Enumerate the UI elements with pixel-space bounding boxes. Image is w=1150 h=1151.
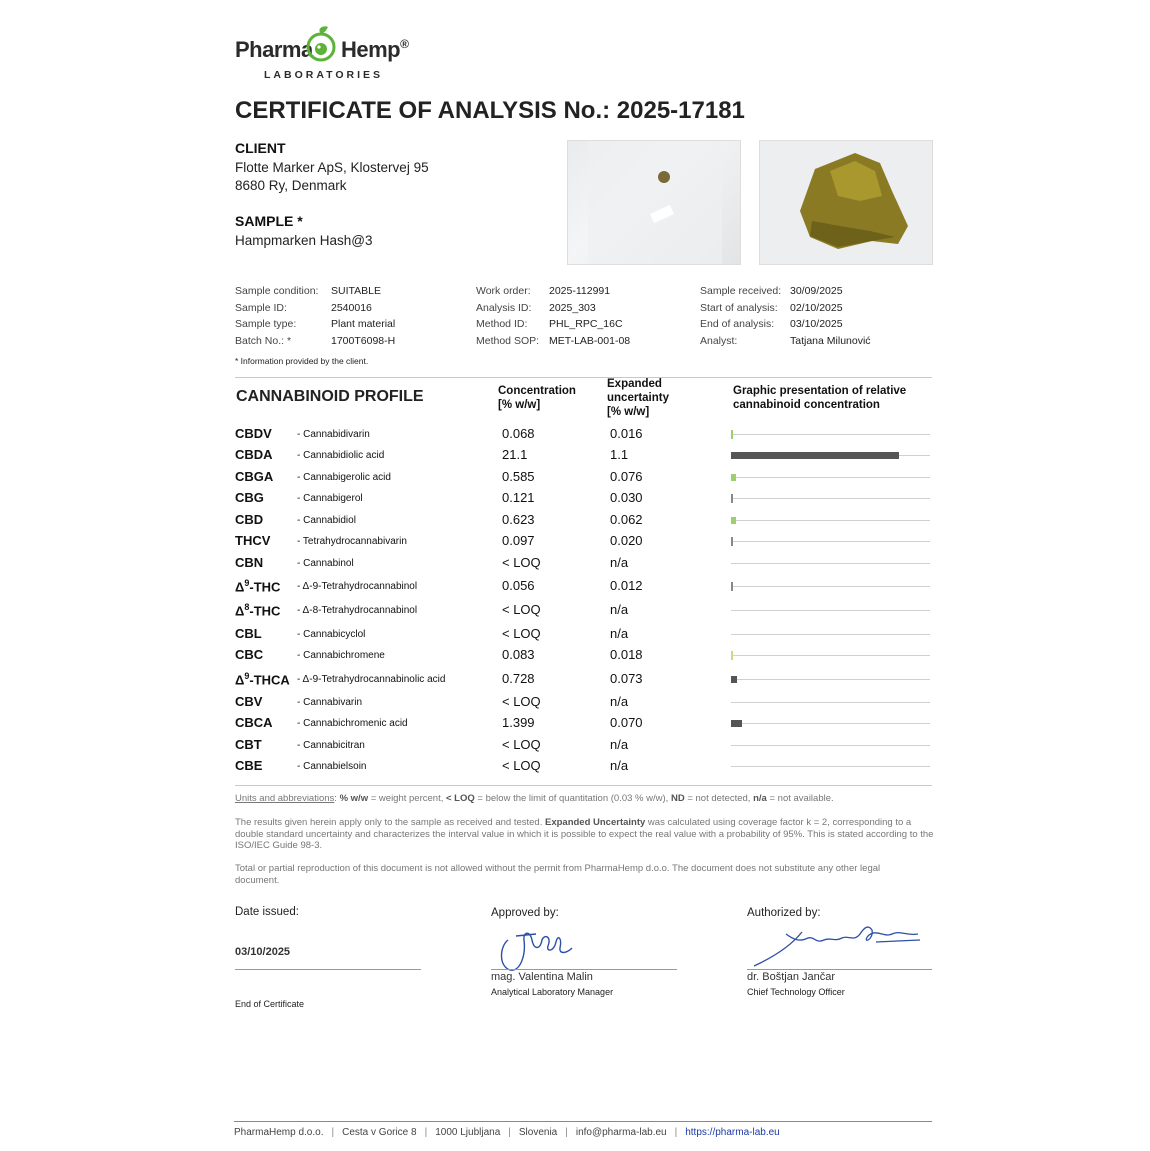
cannabinoid-name: - Δ-9-Tetrahydrocannabinol [297, 581, 418, 592]
cannabinoid-abbr: CBC [235, 647, 264, 662]
meta-key: Start of analysis: [700, 301, 778, 314]
meta-value: MET-LAB-001-08 [549, 334, 631, 347]
date-line [235, 969, 421, 970]
concentration-value: 0.585 [502, 469, 535, 484]
cannabinoid-name: - Δ-8-Tetrahydrocannabinol [297, 605, 418, 616]
client-address-line2: 8680 Ry, Denmark [235, 178, 347, 193]
end-of-certificate: End of Certificate [235, 999, 305, 1009]
graph-track [731, 520, 930, 521]
concentration-value: < LOQ [502, 758, 541, 773]
footer-country: Slovenia [518, 1127, 558, 1138]
meta-value: Tatjana Milunović [790, 334, 871, 347]
uncertainty-value: n/a [610, 758, 629, 773]
meta-key: Sample condition: [235, 285, 319, 297]
footer-company: PharmaHemp d.o.o. [234, 1127, 324, 1138]
cannabinoid-abbr: THCV [235, 533, 271, 548]
uncertainty-value: 0.012 [610, 578, 643, 593]
uncertainty-value: 0.076 [610, 469, 643, 484]
sample-name: Hampmarken Hash@3 [235, 233, 373, 248]
graph-track [731, 766, 930, 767]
uncertainty-header: Expanded uncertainty [% w/w] [607, 378, 669, 418]
meta-value: 30/09/2025 [790, 285, 843, 297]
uncertainty-value: 1.1 [610, 447, 629, 462]
uncertainty-value: 0.020 [610, 533, 643, 548]
profile-title: CANNABINOID PROFILE [236, 388, 424, 405]
graph-track [731, 498, 930, 499]
date-issued-label: Date issued: [235, 906, 299, 918]
cannabinoid-abbr: CBG [235, 490, 264, 505]
meta-value: 2540016 [331, 301, 372, 314]
graph-track [731, 679, 930, 680]
meta-key: Method SOP: [476, 334, 540, 347]
footer-website-link[interactable]: https://pharma-lab.eu [685, 1127, 780, 1138]
cannabinoid-abbr: $\Delta^9$-THC [235, 578, 281, 595]
cannabinoid-row [235, 737, 935, 758]
cannabinoid-abbr: CBD [235, 512, 264, 527]
concentration-value: < LOQ [502, 737, 541, 752]
brand-name-right: Hemp® [341, 37, 409, 62]
cannabinoid-name: - Cannabicyclol [297, 629, 366, 640]
uncertainty-value: 0.018 [610, 647, 643, 662]
concentration-value: 21.1 [502, 447, 528, 462]
meta-value: 2025_303 [549, 301, 596, 314]
footer-city: 1000 Ljubljana [435, 1127, 501, 1138]
concentration-bar [731, 452, 899, 459]
uncertainty-value: 0.070 [610, 715, 643, 730]
concentration-bar [731, 720, 742, 727]
cannabinoid-name: - Cannabidiolic acid [297, 450, 385, 461]
uncertainty-value: n/a [610, 626, 629, 641]
graph-track [731, 745, 930, 746]
approved-name: mag. Valentina Malin [491, 971, 593, 983]
cannabinoid-name: - Cannabicitran [297, 740, 365, 751]
meta-value: Plant material [331, 318, 396, 330]
leaf-flask-icon [304, 25, 338, 63]
authorized-by-label: Authorized by: [747, 907, 821, 919]
meta-value: 2025-112991 [549, 285, 611, 297]
graph-track [731, 541, 930, 542]
cannabinoid-abbr: CBL [235, 626, 262, 641]
meta-value: SUITABLE [331, 285, 381, 297]
client-label: CLIENT [235, 140, 286, 156]
concentration-value: 0.097 [502, 533, 535, 548]
cannabinoid-abbr: CBCA [235, 715, 273, 730]
concentration-value: < LOQ [502, 602, 541, 617]
uncertainty-value: n/a [610, 555, 629, 570]
concentration-value: < LOQ [502, 694, 541, 709]
meta-key: Analyst: [700, 334, 738, 347]
cannabinoid-name: - Cannabidivarin [297, 429, 370, 440]
meta-key: Sample type: [235, 318, 297, 330]
footer-divider [234, 1121, 932, 1122]
cannabinoid-row [235, 533, 935, 554]
authorizer-signature [750, 920, 925, 970]
cannabinoid-abbr: CBDA [235, 447, 273, 462]
brand-subtitle: LABORATORIES [264, 69, 384, 81]
cannabinoid-row [235, 694, 935, 715]
approved-by-label: Approved by: [491, 907, 559, 919]
sample-photo-hash [759, 140, 933, 265]
brand-logo [235, 25, 415, 81]
graph-track [731, 723, 930, 724]
cannabinoid-row [235, 626, 935, 647]
meta-column-1 [235, 285, 465, 351]
meta-key: Method ID: [476, 318, 528, 330]
cannabinoid-abbr: CBV [235, 694, 263, 709]
concentration-bar [731, 537, 733, 546]
meta-value: PHL_RPC_16C [549, 318, 623, 330]
uncertainty-value: 0.073 [610, 671, 643, 686]
meta-value: 1700T6098-H [331, 334, 396, 347]
sample-label: SAMPLE * [235, 213, 303, 229]
footer-street: Cesta v Gorice 8 [342, 1127, 417, 1138]
meta-key: End of analysis: [700, 318, 775, 330]
units-note: Units and abbreviations: % w/w = weight percent, < LOQ = below the limit of quantitation (0.03 % w/w), ND = not detected, n/a = not available. [235, 793, 834, 804]
graph-track [731, 610, 930, 611]
cannabinoid-name: - Cannabigerol [297, 493, 363, 504]
cannabinoid-abbr: $\Delta^9$-THCA [235, 671, 290, 688]
cannabinoid-name: - Cannabivarin [297, 697, 363, 708]
graph-track [731, 586, 930, 587]
cannabinoid-row [235, 602, 935, 623]
uncertainty-value: n/a [610, 694, 629, 709]
approved-line [491, 969, 677, 970]
cannabinoid-row [235, 512, 935, 533]
cannabinoid-abbr: CBGA [235, 469, 274, 484]
cannabinoid-name: - Δ-9-Tetrahydrocannabinolic acid [297, 674, 446, 685]
client-info-note: * Information provided by the client. [235, 356, 369, 366]
graph-track [731, 477, 930, 478]
cannabinoid-name: - Cannabielsoin [297, 761, 367, 772]
concentration-header: Concentration [% w/w] [498, 385, 576, 411]
meta-column-3 [700, 285, 935, 351]
reproduction-note: Total or partial reproduction of this document is not allowed without the permit from PharmaHemp d.o.o. The document does not substitute any other legal document. [235, 863, 881, 886]
meta-column-2 [476, 285, 686, 351]
cannabinoid-name: - Cannabichromenic acid [297, 718, 408, 729]
authorized-line [747, 969, 932, 970]
graph-track [731, 655, 930, 656]
cannabinoid-abbr: $\Delta^8$-THC [235, 602, 281, 619]
uncertainty-value: 0.030 [610, 490, 643, 505]
concentration-value: 0.728 [502, 671, 535, 686]
meta-value: 02/10/2025 [790, 301, 843, 314]
cannabinoid-row [235, 469, 935, 490]
authorized-name: dr. Boštjan Jančar [747, 971, 836, 983]
concentration-bar [731, 517, 736, 524]
cannabinoid-row [235, 671, 935, 692]
cannabinoid-abbr: CBN [235, 555, 264, 570]
uncertainty-value: n/a [610, 737, 629, 752]
concentration-value: < LOQ [502, 555, 541, 570]
concentration-bar [731, 430, 733, 439]
approved-role: Analytical Laboratory Manager [491, 987, 614, 997]
uncertainty-value: 0.016 [610, 426, 643, 441]
cannabinoid-row [235, 647, 935, 668]
concentration-value: 0.623 [502, 512, 535, 527]
results-note: The results given herein apply only to the sample as received and tested. Expanded Uncertainty was calculated using coverage factor k = 2, corresponding to a double standard uncertainty and characterizes the interval value in which it is possible to expect the real value with a probability of 95%. This is stated according to the ISO/IEC Guide 98-3. [235, 817, 934, 851]
graph-track [731, 434, 930, 435]
cannabinoid-name: - Cannabidiol [297, 515, 356, 526]
concentration-bar [731, 676, 737, 683]
cannabinoid-row [235, 426, 935, 447]
meta-key: Sample received: [700, 285, 782, 297]
meta-key: Analysis ID: [476, 301, 532, 314]
concentration-value: 0.068 [502, 426, 535, 441]
cannabinoid-abbr: CBDV [235, 426, 272, 441]
divider-bottom [235, 785, 932, 786]
client-address-line1: Flotte Marker ApS, Klostervej 95 [235, 160, 429, 175]
concentration-value: 0.083 [502, 647, 535, 662]
cannabinoid-abbr: CBE [235, 758, 263, 773]
authorized-role: Chief Technology Officer [747, 987, 845, 997]
concentration-value: 0.056 [502, 578, 535, 593]
cannabinoid-row [235, 578, 935, 599]
cannabinoid-abbr: CBT [235, 737, 262, 752]
brand-name-left: Pharma [235, 37, 313, 62]
cannabinoid-row [235, 490, 935, 511]
cannabinoid-name: - Cannabinol [297, 558, 354, 569]
registered-mark: ® [400, 37, 409, 51]
uncertainty-value: 0.062 [610, 512, 643, 527]
certificate-title: CERTIFICATE OF ANALYSIS No.: 2025-17181 [235, 97, 745, 124]
meta-key: Work order: [476, 285, 531, 297]
cannabinoid-name: - Cannabigerolic acid [297, 472, 391, 483]
graph-track [731, 702, 930, 703]
graph-track [731, 634, 930, 635]
meta-value: 03/10/2025 [790, 318, 843, 330]
concentration-bar [731, 582, 733, 591]
concentration-bar [731, 474, 736, 481]
concentration-bar [731, 651, 733, 660]
graph-track [731, 563, 930, 564]
uncertainty-value: n/a [610, 602, 629, 617]
cannabinoid-row [235, 447, 935, 468]
concentration-value: 1.399 [502, 715, 535, 730]
footer: PharmaHemp d.o.o. | Cesta v Gorice 8 | 1000 Ljubljana | Slovenia | info@pharma-lab.eu | https://pharma-lab.eu [234, 1127, 780, 1138]
sample-photo-bag [567, 140, 741, 265]
meta-key: Sample ID: [235, 301, 287, 314]
cannabinoid-row [235, 758, 935, 779]
concentration-value: < LOQ [502, 626, 541, 641]
cannabinoid-name: - Cannabichromene [297, 650, 385, 661]
date-issued-value: 03/10/2025 [235, 946, 291, 958]
cannabinoid-name: - Tetrahydrocannabivarin [297, 536, 407, 547]
concentration-value: 0.121 [502, 490, 535, 505]
cannabinoid-row [235, 715, 935, 736]
cannabinoid-row [235, 555, 935, 576]
footer-email[interactable]: info@pharma-lab.eu [575, 1127, 667, 1138]
divider-top [235, 377, 932, 378]
graph-header: Graphic presentation of relative cannabinoid concentration [733, 385, 907, 411]
concentration-bar [731, 494, 733, 503]
meta-key: Batch No.: * [235, 334, 292, 347]
